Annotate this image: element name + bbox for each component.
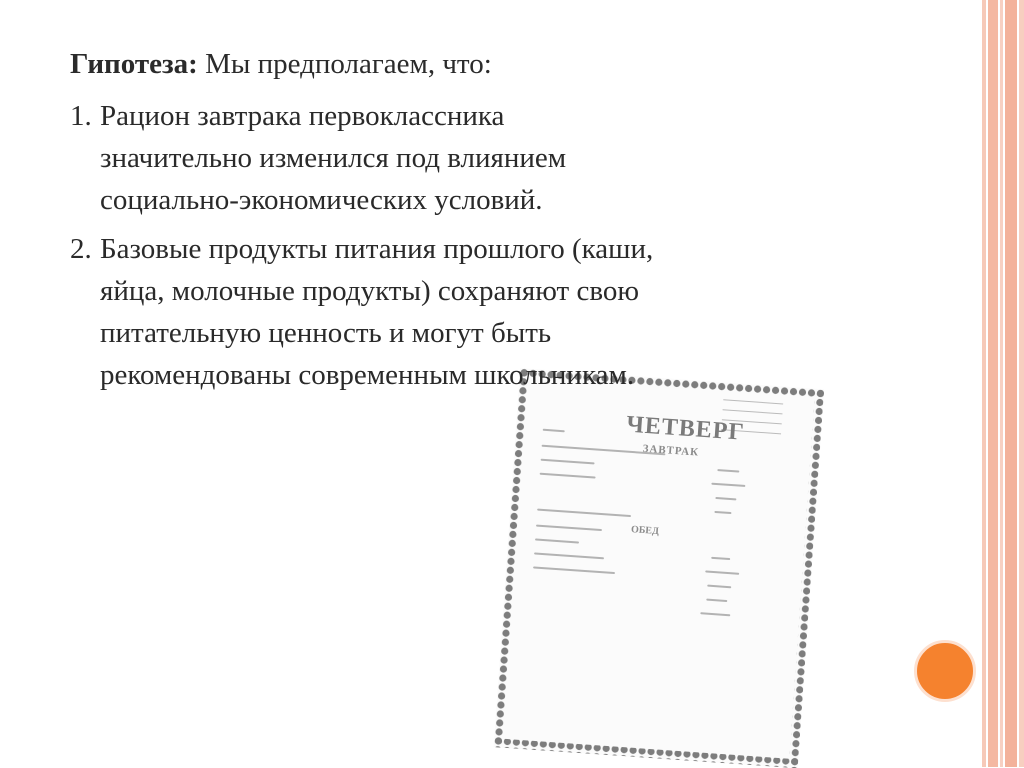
hypothesis-heading bbox=[70, 44, 492, 85]
menu-title: ЧЕТВЕРГ bbox=[625, 411, 746, 446]
list-item-line: яйца, молочные продукты) сохраняют свою bbox=[100, 275, 639, 307]
decor-stripe bbox=[1019, 0, 1024, 767]
hypothesis-text: Мы предполагаем, что: bbox=[197, 48, 492, 80]
decor-stripe bbox=[1000, 0, 1003, 767]
list-item-line: Рацион завтрака первоклассника bbox=[100, 100, 505, 132]
list-item-line: рекомендованы современным школьникам. bbox=[100, 359, 635, 391]
list-item-line: Базовые продукты питания прошлого (каши, bbox=[100, 233, 654, 265]
menu-breakfast-header: ЗАВТРАК bbox=[642, 442, 700, 459]
accent-circle bbox=[914, 640, 976, 702]
list-item-number: 2. bbox=[70, 233, 92, 265]
list-item-line: питательную ценность и могут быть bbox=[100, 317, 552, 349]
list-item-number: 1. bbox=[70, 100, 92, 132]
hypothesis-label: Гипотеза: bbox=[70, 48, 198, 80]
list-item-line: значительно изменился под влиянием bbox=[100, 142, 567, 174]
list-item-line: социально-экономических условий. bbox=[100, 184, 543, 216]
menu-lunch-header: ОБЕД bbox=[630, 524, 660, 538]
menu-item-lines bbox=[493, 368, 824, 768]
decor-stripe bbox=[988, 0, 998, 767]
decor-stripe bbox=[982, 0, 986, 767]
decor-stripe bbox=[1005, 0, 1017, 767]
menu-image bbox=[493, 368, 824, 768]
